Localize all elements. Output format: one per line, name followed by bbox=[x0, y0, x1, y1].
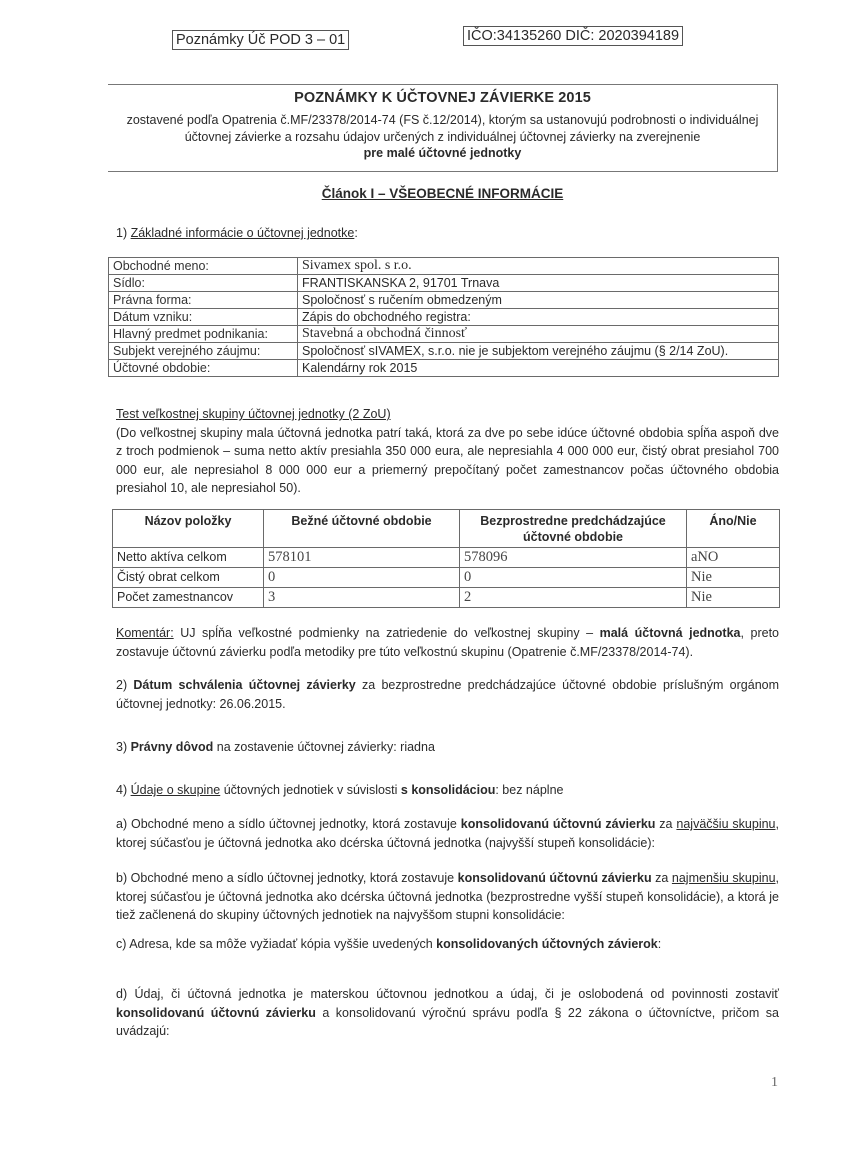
item-a-text-end: , ktorej súčasťou je účtovná jednotka ako dcérska účtovná jednotka (najvyšší stupeň konsolidácie): bbox=[116, 817, 779, 850]
column-header-item-name: Názov položky bbox=[113, 510, 264, 548]
table-row bbox=[109, 343, 779, 360]
company-ids: IČO:34135260 DIČ: 2020394189 bbox=[463, 26, 683, 46]
item-4-text: účtovných jednotiek v súvislosti bbox=[220, 783, 401, 797]
title-box bbox=[108, 84, 778, 172]
item-4-text-end: : bez náplne bbox=[495, 783, 564, 797]
item-b-smallest-group bbox=[116, 869, 779, 925]
comment-label: Komentár: bbox=[116, 626, 174, 640]
label-seat: Sídlo: bbox=[109, 275, 298, 292]
item-number: 1) bbox=[116, 226, 131, 240]
size-test-section bbox=[116, 405, 779, 498]
item-a-largest-group bbox=[116, 815, 779, 852]
document-title: POZNÁMKY K ÚČTOVNEJ ZÁVIERKE 2015 bbox=[294, 90, 591, 106]
value-public-interest: Spoločnosť sIVAMEX, s.r.o. nie je subjektom verejného záujmu (§ 2/14 ZoU). bbox=[298, 343, 779, 360]
table-row bbox=[113, 568, 780, 588]
table-header-row bbox=[113, 510, 780, 548]
value-business-name: Sivamex spol. s r.o. bbox=[298, 258, 779, 275]
column-header-yes-no: Áno/Nie bbox=[687, 510, 780, 548]
item-3-legal-reason bbox=[116, 738, 779, 757]
item-d-text: d) Údaj, či účtovná jednotka je materskou účtovnou jednotkou a údaj, či je oslobodená od povinnosti zostaviť bbox=[116, 987, 779, 1001]
table-row bbox=[109, 326, 779, 343]
comment-paragraph bbox=[116, 624, 779, 661]
value-legal-form: Spoločnosť s ručením obmedzeným bbox=[298, 292, 779, 309]
value-main-activity: Stavebná a obchodná činnosť bbox=[298, 326, 779, 343]
item-c-bold: konsolidovaných účtovných závierok bbox=[436, 937, 658, 951]
size-test-description: (Do veľkostnej skupiny mala účtovná jednotka patrí taká, ktorá za dve po sebe idúce účtovné obdobia spĺňa aspoň dve z troch podmienok – suma netto aktív presiahla 350 000 eura, ale nepresiahla 4 000 000 eur, čistý obrat presiahol 700 000 eur, ale nepresiahol 8 000 000 eur a priemerný prepočítaný počet zamestnancov počas účtovného obdobia presiahol 10, ale nepresiahol 50). bbox=[116, 425, 779, 495]
column-header-previous-period: Bezprostredne predchádzajúce účtovné obdobie bbox=[460, 510, 687, 548]
label-accounting-period: Účtovné obdobie: bbox=[109, 360, 298, 377]
label-founding-date: Dátum vzniku: bbox=[109, 309, 298, 326]
value-accounting-period: Kalendárny rok 2015 bbox=[298, 360, 779, 377]
item-3-bold: Právny dôvod bbox=[130, 740, 214, 754]
table-row bbox=[109, 292, 779, 309]
size-test-heading: Test veľkostnej skupiny účtovnej jednotky (2 ZoU) bbox=[116, 407, 391, 421]
yes-no-value: Nie bbox=[687, 588, 780, 608]
item-b-text-end: , ktorej súčasťou je účtovná jednotka ako dcérska účtovná jednotka (bezprostredne vyšší stupeň konsolidácie), a ktorá je tiež začlenená do skupiny účtovných jednotiek na najvyššom stupni konsolidácie: bbox=[116, 871, 780, 922]
item-name: Netto aktíva celkom bbox=[113, 548, 264, 568]
item-2-bold: Dátum schválenia účtovnej závierky bbox=[133, 678, 356, 692]
basic-info-heading bbox=[116, 224, 779, 243]
current-value: 3 bbox=[264, 588, 460, 608]
item-c-address bbox=[116, 935, 779, 954]
comment-text: UJ spĺňa veľkostné podmienky na zatriedenie do veľkostnej skupiny – bbox=[173, 626, 600, 640]
comment-text-end: , preto zostavuje účtovnú závierku podľa metodiky pre túto veľkostnú skupinu (Opatrenie č.MF/23378/2014-74). bbox=[116, 626, 780, 659]
item-4-consolidation bbox=[116, 781, 779, 800]
item-b-bold: konsolidovanú účtovnú závierku bbox=[457, 871, 652, 885]
title-subtitle-line2: účtovnej závierke a rozsahu údajov určených z individuálnej účtovnej závierky na zverejnenie bbox=[184, 129, 701, 144]
section-heading: Článok I – VŠEOBECNÉ INFORMÁCIE bbox=[321, 186, 564, 201]
item-c-text: c) Adresa, kde sa môže vyžiadať kópia vyššie uvedených bbox=[116, 937, 437, 951]
title-subtitle-line1: zostavené podľa Opatrenia č.MF/23378/2014-74 (FS č.12/2014), ktorým sa ustanovujú podrobnosti o individuálnej bbox=[126, 113, 759, 127]
item-2-approval-date bbox=[116, 676, 779, 713]
table-row bbox=[109, 360, 779, 377]
item-name: Počet zamestnancov bbox=[113, 588, 264, 608]
item-a-underlined: najväčšiu skupinu bbox=[676, 817, 776, 831]
basic-info-title: Základné informácie o účtovnej jednotke bbox=[130, 226, 355, 240]
column-header-current-period: Bežné účtovné obdobie bbox=[264, 510, 460, 548]
item-a-text: a) Obchodné meno a sídlo účtovnej jednotky, ktorá zostavuje bbox=[116, 817, 461, 831]
colon: : bbox=[354, 226, 358, 240]
item-a-text-mid: za bbox=[655, 817, 677, 831]
item-2-text: za bezprostredne predchádzajúce účtovné obdobie príslušným orgánom účtovnej jednotky: 26.06.2015. bbox=[116, 678, 780, 711]
current-value: 578101 bbox=[264, 548, 460, 568]
page-number: 1 bbox=[771, 1075, 778, 1090]
item-4-bold: s konsolidáciou bbox=[400, 783, 496, 797]
item-d-parent-entity bbox=[116, 985, 779, 1041]
title-subtitle-bold: pre malé účtovné jednotky bbox=[363, 146, 522, 160]
item-number: 2) bbox=[116, 678, 134, 692]
item-name: Čistý obrat celkom bbox=[113, 568, 264, 588]
basic-info-table bbox=[108, 257, 779, 377]
item-d-text-end: a konsolidovanú výročnú správu podľa § 22 zákona o účtovníctve, pričom sa uvádzajú: bbox=[116, 1005, 779, 1038]
item-b-text: b) Obchodné meno a sídlo účtovnej jednotky, ktorá zostavuje bbox=[116, 871, 458, 885]
item-number: 4) bbox=[116, 783, 131, 797]
item-3-text: na zostavenie účtovnej závierky: riadna bbox=[213, 740, 435, 754]
table-row bbox=[113, 588, 780, 608]
comment-bold: malá účtovná jednotka bbox=[599, 626, 741, 640]
item-number: 3) bbox=[116, 740, 131, 754]
table-row bbox=[109, 309, 779, 326]
value-founding-date: Zápis do obchodného registra: bbox=[298, 309, 779, 326]
item-4-underlined: Údaje o skupine bbox=[130, 783, 221, 797]
item-a-bold: konsolidovanú účtovnú závierku bbox=[460, 817, 656, 831]
item-d-bold: konsolidovanú účtovnú závierku bbox=[116, 1005, 316, 1020]
label-business-name: Obchodné meno: bbox=[109, 258, 298, 275]
yes-no-value: aNO bbox=[687, 548, 780, 568]
table-row bbox=[109, 275, 779, 292]
current-value: 0 bbox=[264, 568, 460, 588]
item-b-underlined: najmenšiu skupinu bbox=[671, 871, 776, 885]
yes-no-value: Nie bbox=[687, 568, 780, 588]
table-row bbox=[109, 258, 779, 275]
previous-value: 578096 bbox=[460, 548, 687, 568]
table-row bbox=[113, 548, 780, 568]
label-public-interest: Subjekt verejného záujmu: bbox=[109, 343, 298, 360]
size-test-table bbox=[112, 509, 780, 608]
label-legal-form: Právna forma: bbox=[109, 292, 298, 309]
previous-value: 0 bbox=[460, 568, 687, 588]
label-main-activity: Hlavný predmet podnikania: bbox=[109, 326, 298, 343]
document-reference: Poznámky Úč POD 3 – 01 bbox=[172, 30, 349, 50]
item-c-text-end: : bbox=[657, 937, 662, 951]
value-seat: FRANTISKANSKA 2, 91701 Trnava bbox=[298, 275, 779, 292]
item-b-text-mid: za bbox=[651, 871, 672, 885]
previous-value: 2 bbox=[460, 588, 687, 608]
